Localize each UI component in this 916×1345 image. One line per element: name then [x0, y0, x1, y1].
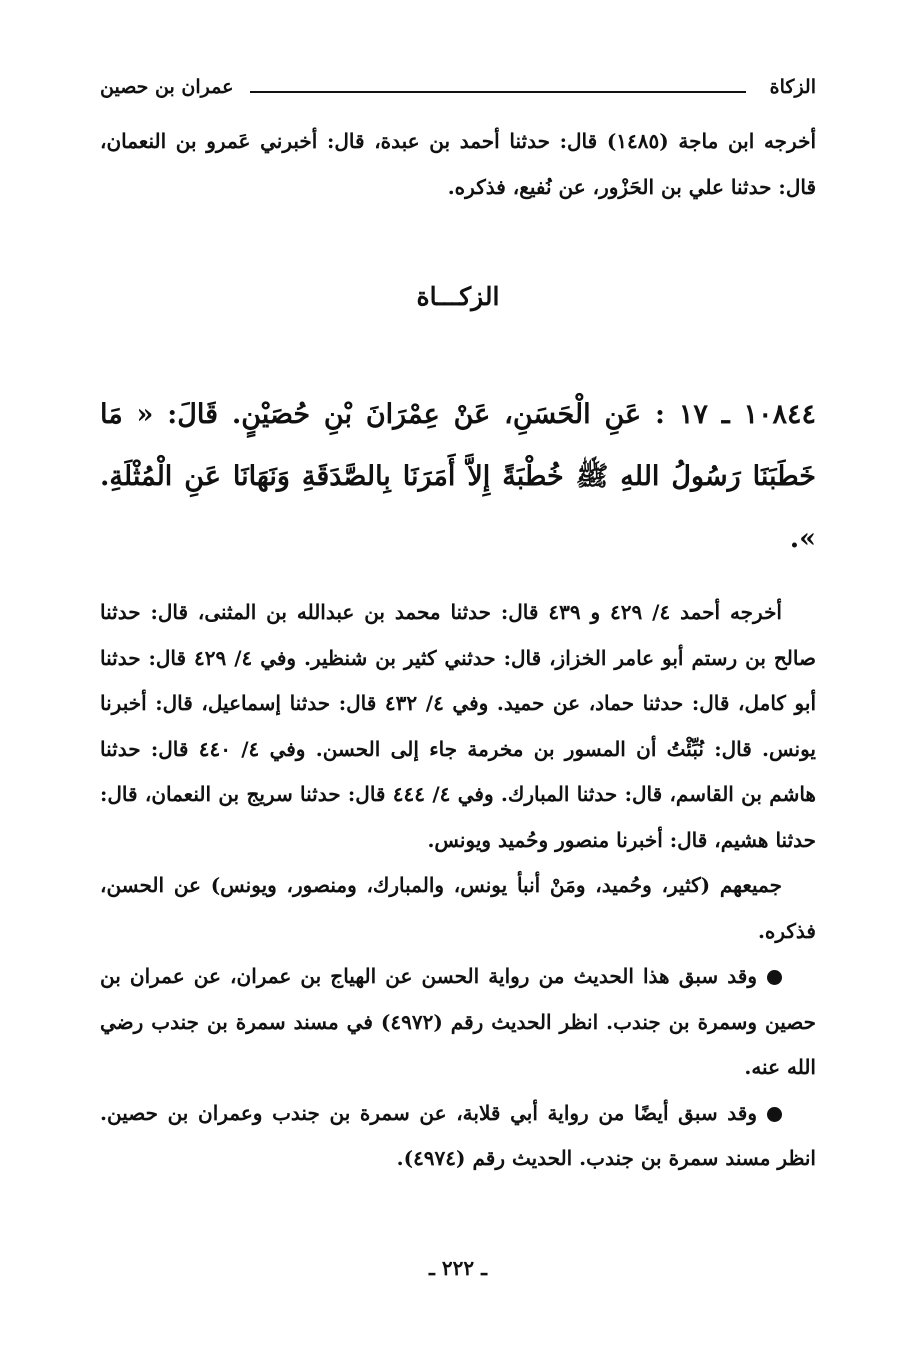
bullet-icon: [767, 1107, 782, 1122]
takhrij-summary: جميعهم (كثير، وحُميد، ومَنْ أنبأ يونس، والمبارك، ومنصور، ويونس) عن الحسن، فذكره.: [100, 873, 816, 943]
bullet-icon: [767, 970, 782, 985]
header-chapter-title: الزكاة: [769, 76, 816, 98]
section-title: الزكـــاة: [416, 282, 500, 311]
previous-takhrij: [100, 118, 816, 210]
previous-takhrij-text: أخرجه ابن ماجة (١٤٨٥) قال: حدثنا أحمد بن عبدة، قال: أخبرني عَمرو بن النعمان، قال: حدثنا علي بن الحَزْور، عن نُفيع، فذكره.: [100, 129, 816, 199]
hadith-text-block: [100, 384, 816, 570]
cross-reference-text: وقد سبق أيضًا من رواية أبي قلابة، عن سمرة بن جندب وعمران بن حصين. انظر مسند سمرة بن جندب. الحديث رقم (٤٩٧٤).: [100, 1100, 816, 1170]
cross-reference-note: [100, 1091, 816, 1182]
takhrij-block: [100, 590, 816, 1182]
header-musnad-title: عمران بن حصين: [100, 76, 234, 98]
takhrij-paragraph: أخرجه أحمد ٤/ ٤٢٩ و ٤٣٩ قال: حدثنا محمد بن عبدالله بن المثنى، قال: حدثنا صالح بن رستم أبو عامر الخزاز، قال: حدثني كثير بن شنظير. وفي ٤/ ٤٢٩ قال: حدثنا أبو كامل، قال: حدثنا حماد، عن حميد. وفي ٤/ ٤٣٢ قال: حدثنا إسماعيل، قال: أخبرنا يونس. قال: نُبِّئْتُ أن المسور بن مخرمة جاء إلى الحسن. وفي ٤/ ٤٤٠ قال: حدثنا هاشم بن القاسم، قال: حدثنا المبارك. وفي ٤/ ٤٤٤ قال: حدثنا سريج بن النعمان، قال: حدثنا هشيم، قال: أخبرنا منصور وحُميد ويونس.: [100, 600, 816, 852]
header-rule: [250, 91, 746, 93]
page-number: ـ ٢٢٢ ـ: [429, 1256, 487, 1280]
running-header: [100, 74, 816, 104]
cross-reference-note: [100, 954, 816, 1091]
hadith-text: ١٠٨٤٤ ـ ١٧ : عَنِ الْحَسَنِ، عَنْ عِمْرَانَ بْنِ حُصَيْنٍ. قَالَ: « مَا خَطَبَنَا رَسُولُ اللهِ ﷺ خُطْبَةً إِلاَّ أَمَرَنَا بِالصَّدَقَةِ وَنَهَانَا عَنِ الْمُثْلَةِ. ».: [100, 399, 816, 554]
cross-reference-text: وقد سبق هذا الحديث من رواية الحسن عن الهياج بن عمران، عن عمران بن حصين وسمرة بن جندب. انظر الحديث رقم (٤٩٧٢) في مسند سمرة بن جندب رضي الله عنه.: [100, 964, 817, 1079]
